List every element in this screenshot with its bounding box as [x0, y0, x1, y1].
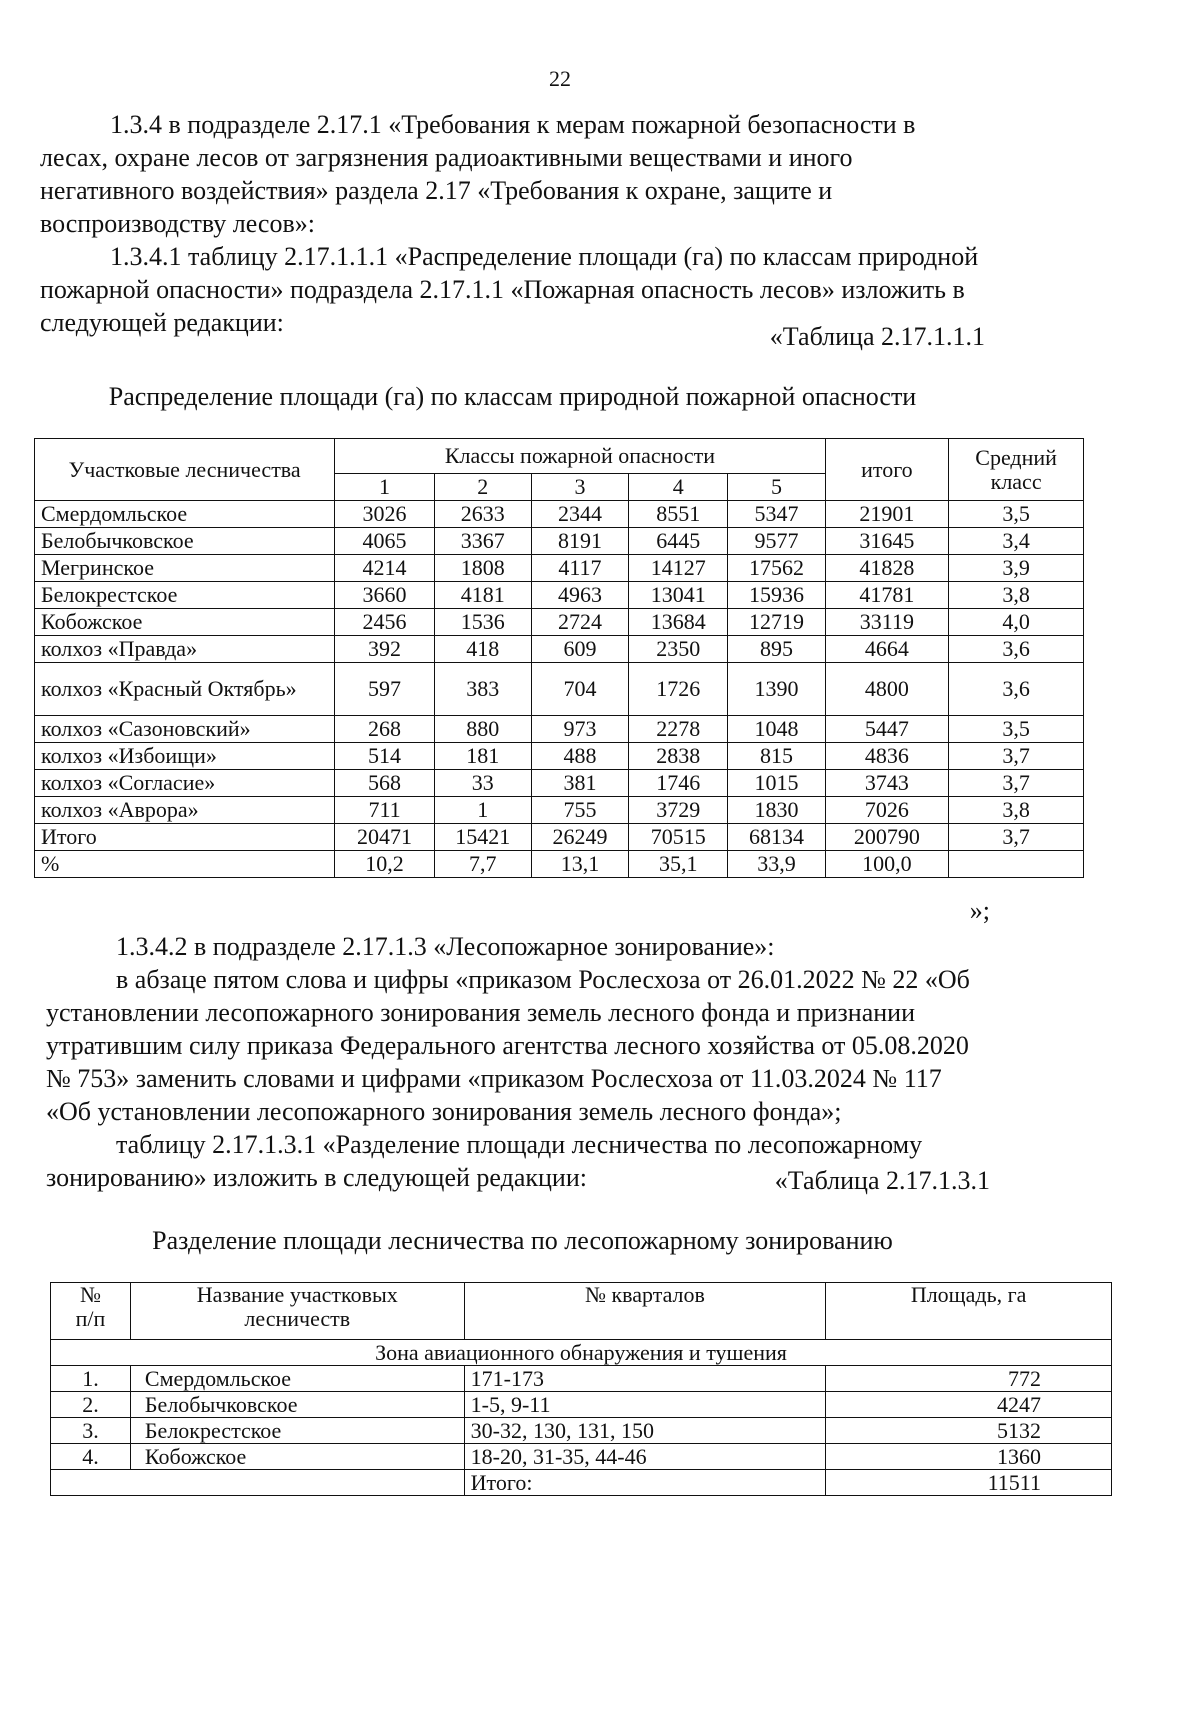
table1-caption: Распределение площади (га) по классам природной пожарной опасности — [108, 382, 917, 411]
class-area-cell: 13684 — [629, 609, 728, 636]
item-line: пожарной опасности» подраздела 2.17.1.1 «Пожарная опасность лесов» изложить в — [40, 275, 965, 304]
class-area-cell: 13041 — [629, 582, 728, 609]
class-area-cell: 609 — [531, 636, 628, 663]
class-area-cell: 392 — [335, 636, 434, 663]
class-area-cell: 15936 — [728, 582, 825, 609]
class-area-cell: 381 — [531, 770, 628, 797]
area-cell: 5132 — [826, 1418, 1112, 1444]
forestry-name: Белобычковское — [35, 528, 335, 555]
intro-line: негативного воздействия» раздела 2.17 «Требования к охране, защите и — [40, 176, 833, 205]
class-area-cell: 895 — [728, 636, 825, 663]
item2-line: «Об установлении лесопожарного зонирования земель лесного фонда»; — [46, 1097, 842, 1126]
forestry-row — [35, 743, 1084, 770]
total-cell: 3743 — [825, 770, 949, 797]
forestry-row — [35, 528, 1084, 555]
class-area-cell: 35,1 — [629, 851, 728, 878]
item2-line: утратившим силу приказа Федерального агентства лесного хозяйства от 05.08.2020 — [46, 1031, 969, 1060]
class-area-cell: 2278 — [629, 716, 728, 743]
class-area-cell: 1830 — [728, 797, 825, 824]
class-area-cell: 514 — [335, 743, 434, 770]
average-class-cell: 3,7 — [949, 743, 1084, 770]
forestry-name: Мегринское — [35, 555, 335, 582]
class-area-cell: 1726 — [629, 663, 728, 716]
average-class-cell: 4,0 — [949, 609, 1084, 636]
forestry-row — [35, 663, 1084, 716]
class-area-cell: 20471 — [335, 824, 434, 851]
intro-line: 1.3.4 в подразделе 2.17.1 «Требования к мерам пожарной безопасности в — [110, 110, 916, 139]
total-area: 11511 — [826, 1470, 1112, 1496]
class-area-cell: 3729 — [629, 797, 728, 824]
class-area-cell: 15421 — [434, 824, 531, 851]
forestry-name: колхоз «Аврора» — [35, 797, 335, 824]
total-cell: 4664 — [825, 636, 949, 663]
table1-reference: «Таблица 2.17.1.1.1 — [769, 322, 985, 351]
header-number-line1: № — [79, 1282, 101, 1307]
class-area-cell: 70515 — [629, 824, 728, 851]
item-line: 1.3.4.1 таблицу 2.17.1.1.1 «Распределение площади (га) по классам природной — [110, 242, 979, 271]
quarters-cell: 30-32, 130, 131, 150 — [464, 1418, 826, 1444]
item2-line: в абзаце пятом слова и цифры «приказом Рослесхоза от 26.01.2022 № 22 «Об — [116, 965, 970, 994]
forestry-row — [35, 824, 1084, 851]
row-number: 2. — [51, 1392, 131, 1418]
class-area-cell: 5347 — [728, 501, 825, 528]
class-area-cell: 8551 — [629, 501, 728, 528]
zoning-row — [51, 1366, 1112, 1392]
class-area-cell: 6445 — [629, 528, 728, 555]
class-area-cell: 1015 — [728, 770, 825, 797]
total-empty-cell — [51, 1470, 465, 1496]
forestry-row — [35, 716, 1084, 743]
class-area-cell: 488 — [531, 743, 628, 770]
item2-line: установлении лесопожарного зонирования земель лесного фонда и признании — [46, 998, 915, 1027]
forestry-name: Кобожское — [35, 609, 335, 636]
class-area-cell: 8191 — [531, 528, 628, 555]
class-area-cell: 1536 — [434, 609, 531, 636]
class-area-cell: 13,1 — [531, 851, 628, 878]
class-area-cell: 2838 — [629, 743, 728, 770]
class-area-cell: 14127 — [629, 555, 728, 582]
class-area-cell: 2344 — [531, 501, 628, 528]
paragraph-1-3-4-2 — [46, 930, 991, 1194]
class-number: 1 — [335, 474, 434, 501]
class-area-cell: 68134 — [728, 824, 825, 851]
average-class-cell: 3,7 — [949, 824, 1084, 851]
class-area-cell: 2456 — [335, 609, 434, 636]
zoning-row — [51, 1444, 1112, 1470]
forestry-name: Белокрестское — [130, 1418, 464, 1444]
class-area-cell: 10,2 — [335, 851, 434, 878]
fire-danger-table — [34, 438, 1084, 878]
forestry-name: Белокрестское — [35, 582, 335, 609]
forestry-row — [35, 636, 1084, 663]
area-cell: 4247 — [826, 1392, 1112, 1418]
forestry-name: колхоз «Согласие» — [35, 770, 335, 797]
header-total: итого — [825, 439, 949, 501]
forestry-name: Белобычковское — [130, 1392, 464, 1418]
class-area-cell: 815 — [728, 743, 825, 770]
zoning-row — [51, 1418, 1112, 1444]
forestry-row — [35, 851, 1084, 878]
area-cell: 1360 — [826, 1444, 1112, 1470]
zoning-table — [50, 1282, 1112, 1496]
zoning-table-body — [51, 1366, 1112, 1470]
average-class-cell: 3,8 — [949, 582, 1084, 609]
paragraph-1-3-4 — [40, 108, 985, 339]
class-area-cell: 880 — [434, 716, 531, 743]
forestry-name: колхоз «Сазоновский» — [35, 716, 335, 743]
average-class-cell — [949, 851, 1084, 878]
class-number: 5 — [728, 474, 825, 501]
class-area-cell: 383 — [434, 663, 531, 716]
class-area-cell: 4117 — [531, 555, 628, 582]
class-area-cell: 755 — [531, 797, 628, 824]
total-cell: 41781 — [825, 582, 949, 609]
header-classes: Классы пожарной опасности — [335, 439, 825, 474]
forestry-row — [35, 582, 1084, 609]
fire-danger-table-body — [35, 501, 1084, 878]
total-cell: 41828 — [825, 555, 949, 582]
class-number: 2 — [434, 474, 531, 501]
forestry-row — [35, 770, 1084, 797]
class-area-cell: 4065 — [335, 528, 434, 555]
average-class-cell: 3,9 — [949, 555, 1084, 582]
class-area-cell: 973 — [531, 716, 628, 743]
class-area-cell: 3660 — [335, 582, 434, 609]
forestry-name: колхоз «Правда» — [35, 636, 335, 663]
header-average-class: Средний класс — [949, 439, 1084, 501]
forestry-name: Кобожское — [130, 1444, 464, 1470]
header-number — [51, 1283, 131, 1340]
table1-closing: »; — [969, 896, 990, 925]
class-number: 4 — [629, 474, 728, 501]
forestry-row — [35, 555, 1084, 582]
average-class-cell: 3,6 — [949, 663, 1084, 716]
item3-line: зонированию» изложить в следующей редакции: — [46, 1163, 587, 1192]
class-area-cell: 2633 — [434, 501, 531, 528]
total-cell: 21901 — [825, 501, 949, 528]
total-cell: 7026 — [825, 797, 949, 824]
row-number: 4. — [51, 1444, 131, 1470]
page-number: 22 — [549, 66, 571, 91]
table2-reference: «Таблица 2.17.1.3.1 — [774, 1166, 990, 1195]
total-cell: 100,0 — [825, 851, 949, 878]
forestry-row — [35, 797, 1084, 824]
average-class-cell: 3,6 — [949, 636, 1084, 663]
average-class-cell: 3,7 — [949, 770, 1084, 797]
class-area-cell: 3026 — [335, 501, 434, 528]
row-number: 3. — [51, 1418, 131, 1444]
header-area: Площадь, га — [826, 1283, 1112, 1340]
quarters-cell: 18-20, 31-35, 44-46 — [464, 1444, 826, 1470]
class-area-cell: 17562 — [728, 555, 825, 582]
header-number-line2: п/п — [75, 1306, 106, 1331]
class-area-cell: 1048 — [728, 716, 825, 743]
class-number: 3 — [531, 474, 628, 501]
class-area-cell: 4181 — [434, 582, 531, 609]
class-area-cell: 7,7 — [434, 851, 531, 878]
class-area-cell: 26249 — [531, 824, 628, 851]
intro-line: воспроизводству лесов»: — [40, 209, 315, 238]
class-area-cell: 1746 — [629, 770, 728, 797]
class-area-cell: 268 — [335, 716, 434, 743]
header-name-line1: Название участковых — [196, 1282, 398, 1307]
forestry-name: Итого — [35, 824, 335, 851]
total-cell: 5447 — [825, 716, 949, 743]
average-class-cell: 3,5 — [949, 501, 1084, 528]
item-line: следующей редакции: — [40, 308, 284, 337]
total-cell: 4800 — [825, 663, 949, 716]
average-class-cell: 3,8 — [949, 797, 1084, 824]
table2-caption: Разделение площади лесничества по лесопожарному зонированию — [152, 1226, 893, 1255]
header-quarters: № кварталов — [464, 1283, 826, 1340]
zoning-row — [51, 1392, 1112, 1418]
class-area-cell: 33,9 — [728, 851, 825, 878]
item3-line: таблицу 2.17.1.3.1 «Разделение площади лесничества по лесопожарному — [116, 1130, 923, 1159]
forestry-name: % — [35, 851, 335, 878]
total-cell: 200790 — [825, 824, 949, 851]
forestry-row — [35, 609, 1084, 636]
class-area-cell: 181 — [434, 743, 531, 770]
quarters-cell: 1-5, 9-11 — [464, 1392, 826, 1418]
total-cell: 31645 — [825, 528, 949, 555]
header-forestry: Участковые лесничества — [35, 439, 335, 501]
class-area-cell: 12719 — [728, 609, 825, 636]
class-area-cell: 4963 — [531, 582, 628, 609]
class-area-cell: 418 — [434, 636, 531, 663]
class-area-cell: 3367 — [434, 528, 531, 555]
item2-heading: 1.3.4.2 в подразделе 2.17.1.3 «Лесопожарное зонирование»: — [116, 932, 775, 961]
row-number: 1. — [51, 1366, 131, 1392]
average-class-cell: 3,5 — [949, 716, 1084, 743]
class-area-cell: 1808 — [434, 555, 531, 582]
forestry-row — [35, 501, 1084, 528]
quarters-cell: 171-173 — [464, 1366, 826, 1392]
class-area-cell: 1 — [434, 797, 531, 824]
header-name-line2: лесничеств — [244, 1306, 351, 1331]
forestry-name: колхоз «Избоищи» — [35, 743, 335, 770]
intro-line: лесах, охране лесов от загрязнения радиоактивными веществами и иного — [40, 143, 853, 172]
average-class-cell: 3,4 — [949, 528, 1084, 555]
class-area-cell: 9577 — [728, 528, 825, 555]
class-area-cell: 2724 — [531, 609, 628, 636]
forestry-name: Смердомльское — [35, 501, 335, 528]
class-area-cell: 4214 — [335, 555, 434, 582]
forestry-name: Смердомльское — [130, 1366, 464, 1392]
area-cell: 772 — [826, 1366, 1112, 1392]
class-area-cell: 597 — [335, 663, 434, 716]
forestry-name: колхоз «Красный Октябрь» — [35, 663, 335, 716]
class-area-cell: 568 — [335, 770, 434, 797]
item2-line: № 753» заменить словами и цифрами «приказом Рослесхоза от 11.03.2024 № 117 — [46, 1064, 942, 1093]
total-label: Итого: — [464, 1470, 826, 1496]
header-name — [130, 1283, 464, 1340]
class-area-cell: 711 — [335, 797, 434, 824]
total-cell: 33119 — [825, 609, 949, 636]
total-cell: 4836 — [825, 743, 949, 770]
class-area-cell: 33 — [434, 770, 531, 797]
class-area-cell: 1390 — [728, 663, 825, 716]
zone-title: Зона авиационного обнаружения и тушения — [51, 1340, 1112, 1366]
class-area-cell: 2350 — [629, 636, 728, 663]
class-area-cell: 704 — [531, 663, 628, 716]
